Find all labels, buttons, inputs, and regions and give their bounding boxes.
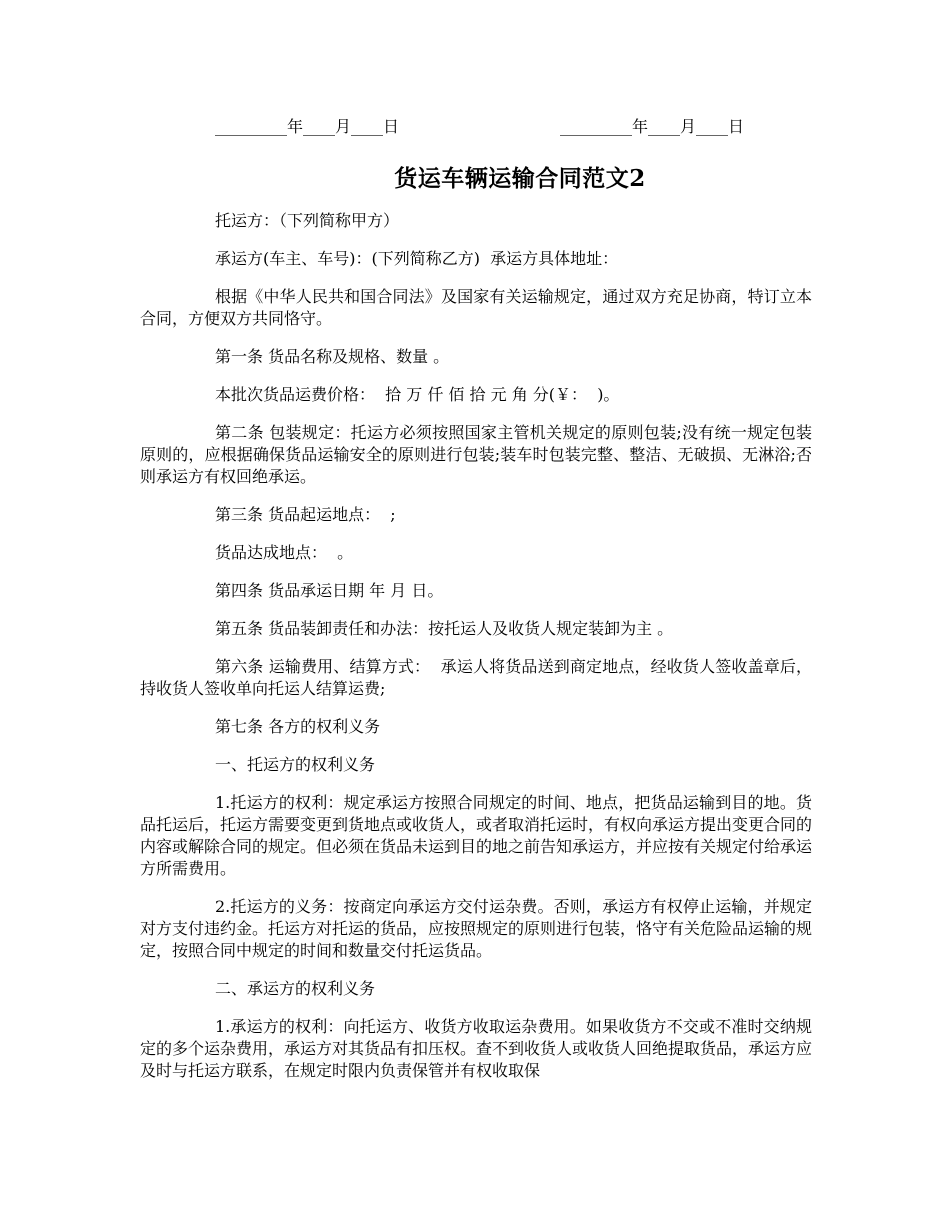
paragraph-article-3: 第三条 货品起运地点： ; [215,505,396,524]
paragraph-article-7: 第七条 各方的权利义务 [215,717,381,736]
paragraph-destination: 货品达成地点： 。 [215,543,354,562]
paragraph-freight-price: 本批次货品运费价格： 拾 万 仟 佰 拾 元 角 分(￥： )。 [215,385,620,404]
paragraph-article-1: 第一条 货品名称及规格、数量 。 [215,347,450,366]
paragraph-carrier-rights: 1.承运方的权利：向托运方、收货方收取运杂费用。如果收货方不交或不准时交纳规定的多个运杂费用，承运方对其货品有扣压权。查不到收货人或收货人回绝提取货品，承运方应及时与托运方联系，在规定时限内负责保管并有权收取保 [140,1017,813,1080]
paragraph-shipper-rights: 1.托运方的权利：规定承运方按照合同规定的时间、地点，把货品运输到目的地。货品托运后，托运方需要变更到货地点或收货人，或者取消托运时，有权向承运方提出变更合同的内容或解除合同的规定。但必须在货品未运到目的地之前告知承运方，并应按有关规定付给承运方所需费用。 [140,793,813,878]
paragraph-preamble: 根据《中华人民共和国合同法》及国家有关运输规定，通过双方充足协商，特订立本合同，方便双方共同恪守。 [140,287,812,328]
date-line-left: _________年____月____日 [215,117,400,136]
document-title: 货运车辆运输合同范文2 [394,165,646,192]
paragraph-shipper: 托运方：（下列简称甲方） [215,211,400,230]
paragraph-carrier: 承运方(车主、车号)：(下列简称乙方) 承运方具体地址： [215,249,619,268]
paragraph-article-5: 第五条 货品装卸责任和办法：按托运人及收货人规定装卸为主 。 [215,619,674,638]
section-heading-carrier: 二、承运方的权利义务 [215,979,376,998]
date-line-right: _________年____月____日 [560,117,745,136]
section-heading-shipper: 一、托运方的权利义务 [215,755,376,774]
paragraph-shipper-duties: 2.托运方的义务：按商定向承运方交付运杂费。否则，承运方有权停止运输，并规定对方支付违约金。托运方对托运的货品，应按照规定的原则进行包装，恪守有关危险品运输的规定，按照合同中规定的时间和数量交付托运货品。 [140,897,813,960]
paragraph-article-6: 第六条 运输费用、结算方式： 承运人将货品送到商定地点，经收货人签收盖章后，持收货人签收单向托运人结算运费; [140,657,812,698]
paragraph-article-2: 第二条 包装规定：托运方必须按照国家主管机关规定的原则包装;没有统一规定包装原则的，应根据确保货品运输安全的原则进行包装;装车时包装完整、整洁、无破损、无淋浴;否则承运方有权回绝承运。 [140,423,812,486]
document-body [140,210,812,1098]
paragraph-article-4: 第四条 货品承运日期 年 月 日。 [215,581,444,600]
